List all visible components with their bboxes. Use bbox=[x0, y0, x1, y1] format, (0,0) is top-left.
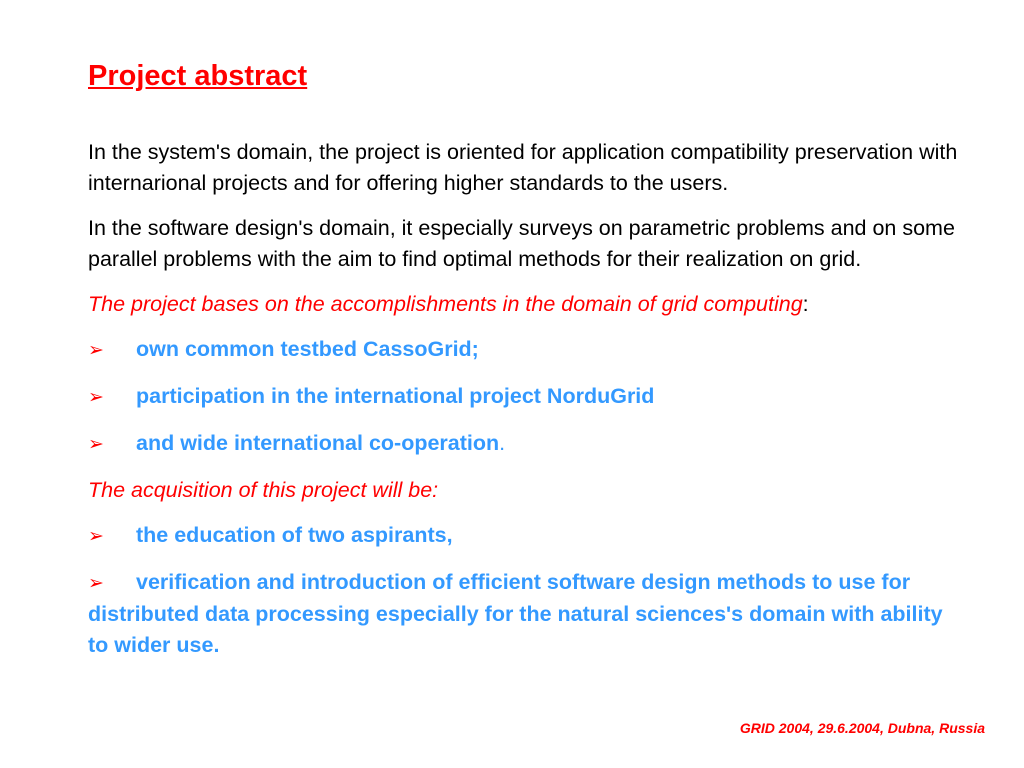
paragraph-software-domain: In the software design's domain, it especially surveys on parametric problems and on some parallel problems with the aim to find optimal methods for their realization on grid. bbox=[88, 216, 955, 271]
bases-intro bbox=[88, 289, 968, 320]
bases-item-nordugrid bbox=[88, 381, 968, 413]
acquisition-item-education bbox=[88, 520, 968, 552]
bases-item-testbed bbox=[88, 334, 968, 366]
arrow-bullet-icon: ➢ bbox=[88, 386, 104, 408]
slide-footer: GRID 2004, 29.6.2004, Dubna, Russia bbox=[739, 720, 985, 736]
arrow-bullet-icon: ➢ bbox=[88, 525, 104, 547]
bases-item-text: and wide international co-operation bbox=[136, 431, 500, 455]
bases-intro-colon: : bbox=[802, 292, 809, 316]
bases-item-period: . bbox=[499, 431, 506, 455]
arrow-bullet-icon: ➢ bbox=[88, 572, 104, 594]
arrow-bullet-icon: ➢ bbox=[88, 433, 104, 455]
bases-item-cooperation bbox=[88, 428, 968, 460]
bases-item-text: participation in the international project NorduGrid bbox=[136, 384, 655, 408]
bases-intro-text: The project bases on the accomplishments in the domain of grid computing bbox=[88, 292, 803, 316]
acquisition-intro: The acquisition of this project will be: bbox=[88, 478, 439, 502]
acquisition-item-text: the education of two aspirants, bbox=[136, 523, 453, 547]
paragraph-system-domain: In the system's domain, the project is oriented for application compatibility preservation with internarional projects and for offering higher standards to the users. bbox=[88, 140, 958, 195]
arrow-bullet-icon: ➢ bbox=[88, 339, 104, 361]
acquisition-item-text: verification and introduction of efficient software design methods to use for distributed data processing especially for the natural sciences's domain with ability to wider use. bbox=[88, 570, 943, 657]
acquisition-item-verification bbox=[88, 567, 968, 661]
slide-title: Project abstract bbox=[88, 60, 308, 92]
slide-content bbox=[88, 137, 968, 676]
bases-item-text: own common testbed CassoGrid; bbox=[136, 337, 479, 361]
